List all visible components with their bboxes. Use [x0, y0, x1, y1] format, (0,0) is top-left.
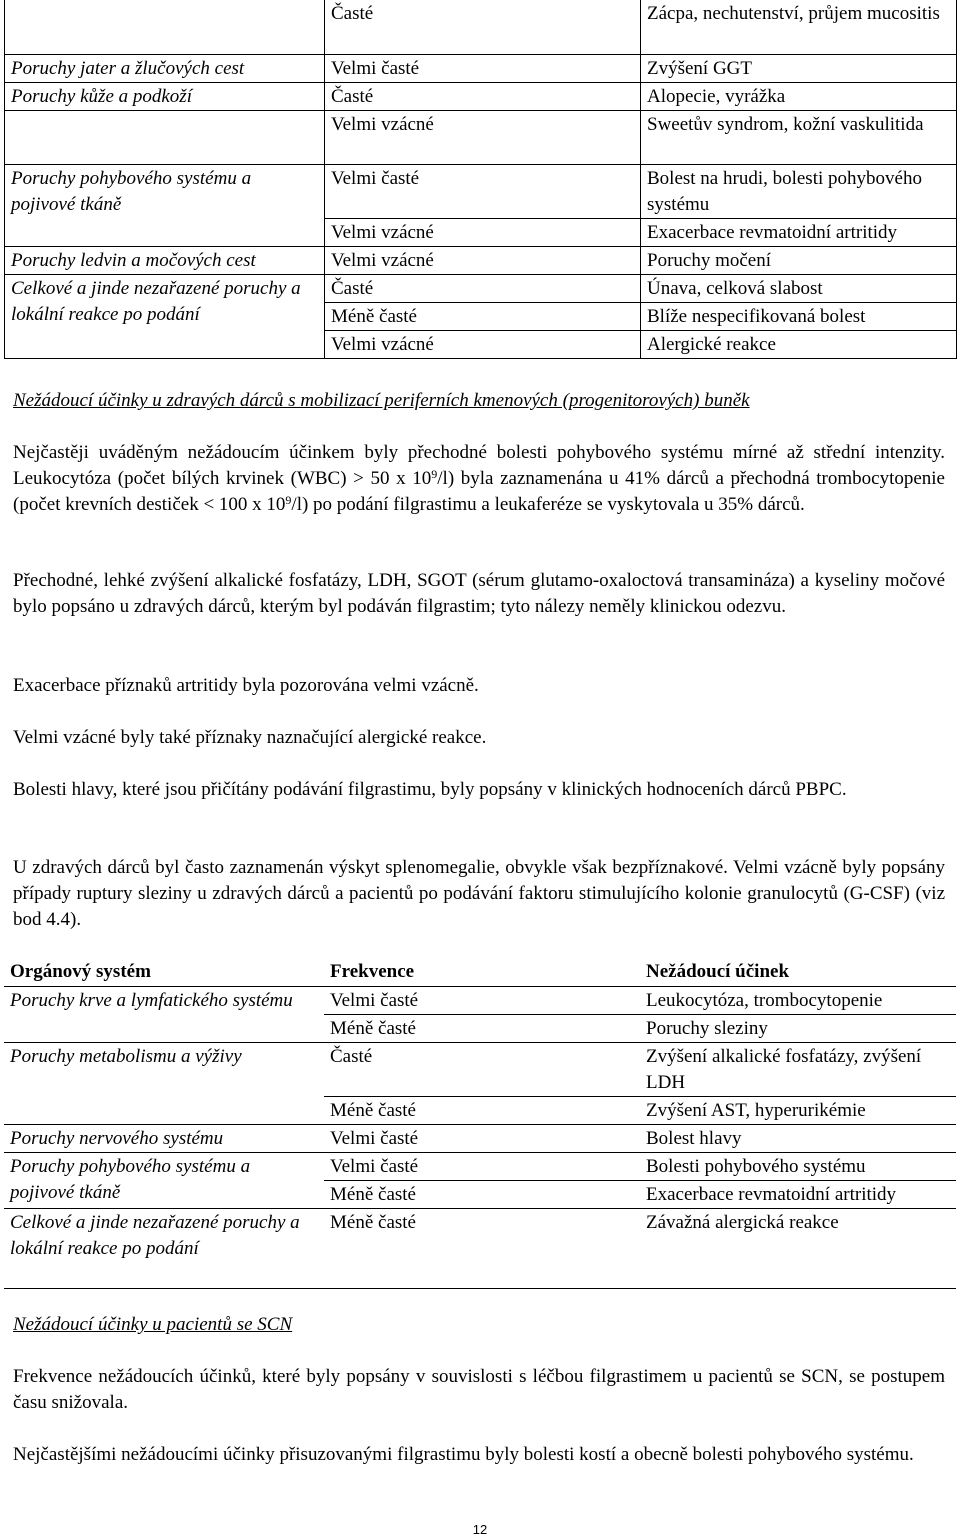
organ-system-cell: Poruchy krve a lymfatického systému — [4, 986, 324, 1042]
frequency-cell: Časté — [325, 82, 641, 110]
frequency-cell: Méně časté — [324, 1014, 640, 1042]
effect-cell: Leukocytóza, trombocytopenie — [640, 986, 956, 1014]
paragraph: Přechodné, lehké zvýšení alkalické fosfatázy, LDH, SGOT (sérum glutamo-oxaloctová transamináza) a kyseliny močové bylo popsáno u zdravých dárců, kterým byl podáván filgrastim; tyto nálezy neměly klinickou odezvu. — [13, 570, 945, 617]
frequency-cell: Velmi vzácné — [325, 330, 641, 358]
organ-system-cell — [5, 110, 325, 164]
organ-system-cell: Poruchy pohybového systému a pojivové tkáně — [4, 1152, 324, 1208]
table-row — [4, 1042, 956, 1096]
frequency-cell: Méně časté — [325, 302, 641, 330]
effect-cell: Alopecie, vyrážka — [641, 82, 957, 110]
table-row — [5, 274, 957, 302]
column-header: Orgánový systém — [4, 958, 324, 986]
paragraph: Frekvence nežádoucích účinků, které byly popsány v souvislosti s léčbou filgrastimem u pacientů se SCN, se postupem času snižovala. — [13, 1366, 945, 1413]
organ-system-cell: Celkové a jinde nezařazené poruchy a lokální reakce po podání — [5, 274, 325, 358]
frequency-cell: Velmi časté — [324, 986, 640, 1014]
frequency-cell: Časté — [325, 274, 641, 302]
organ-system-cell: Poruchy pohybového systému a pojivové tkáně — [5, 164, 325, 218]
table-row — [5, 164, 957, 218]
frequency-cell: Časté — [324, 1042, 640, 1096]
section-heading-healthy-donors: Nežádoucí účinky u zdravých dárců s mobilizací periferních kmenových (progenitorových) buněk — [13, 390, 750, 411]
healthy-donors-adverse-effects-table — [4, 958, 956, 1289]
effect-cell: Únava, celková slabost — [641, 274, 957, 302]
frequency-cell: Velmi vzácné — [325, 246, 641, 274]
column-header: Nežádoucí účinek — [640, 958, 956, 986]
organ-system-cell: Poruchy ledvin a močových cest — [5, 246, 325, 274]
page-number: 12 — [472, 1522, 488, 1537]
column-header: Frekvence — [324, 958, 640, 986]
organ-system-cell — [5, 0, 325, 54]
adverse-effects-table-continued — [4, 0, 957, 359]
organ-system-cell: Poruchy kůže a podkoží — [5, 82, 325, 110]
frequency-cell: Velmi časté — [325, 164, 641, 218]
section-heading-scn-patients: Nežádoucí účinky u pacientů se SCN — [13, 1314, 293, 1335]
effect-cell: Exacerbace revmatoidní artritidy — [640, 1180, 956, 1208]
paragraph: U zdravých dárců byl často zaznamenán výskyt splenomegalie, obvykle však bezpříznakové. Velmi vzácně byly popsány případy ruptury sleziny u zdravých dárců a pacientů po podávání faktoru stimulujícího kolonie granulocytů (G-CSF) (viz bod 4.4). — [13, 857, 945, 930]
frequency-cell: Méně časté — [324, 1208, 640, 1288]
effect-cell: Poruchy sleziny — [640, 1014, 956, 1042]
organ-system-cell: Poruchy metabolismu a výživy — [10, 1045, 242, 1067]
organ-system-cell: Poruchy jater a žlučových cest — [5, 54, 325, 82]
table-row — [4, 1096, 956, 1124]
frequency-cell: Méně časté — [324, 1096, 640, 1124]
organ-system-cell: Celkové a jinde nezařazené poruchy a lokální reakce po podání — [4, 1208, 324, 1288]
organ-system-cell — [4, 1096, 324, 1124]
frequency-cell: Velmi vzácné — [325, 218, 641, 246]
table-row — [4, 1208, 956, 1288]
organ-system-cell — [5, 218, 325, 246]
frequency-cell: Velmi časté — [324, 1124, 640, 1152]
effect-cell: Zvýšení GGT — [641, 54, 957, 82]
table-row — [4, 1152, 956, 1180]
effect-cell: Zvýšení alkalické fosfatázy, zvýšení LDH — [640, 1042, 956, 1096]
frequency-cell: Velmi časté — [324, 1152, 640, 1180]
table-row — [5, 82, 957, 110]
effect-cell: Zvýšení AST, hyperurikémie — [640, 1096, 956, 1124]
paragraph: Velmi vzácné byly také příznaky naznačující alergické reakce. — [13, 727, 487, 748]
table-row — [5, 54, 957, 82]
effect-cell: Exacerbace revmatoidní artritidy — [641, 218, 957, 246]
frequency-cell: Méně časté — [324, 1180, 640, 1208]
table-header-row — [4, 958, 956, 986]
effect-cell: Bolest na hrudi, bolesti pohybového systému — [641, 164, 957, 218]
effect-cell: Závažná alergická reakce — [640, 1208, 956, 1288]
effect-cell: Poruchy močení — [641, 246, 957, 274]
table-row — [5, 246, 957, 274]
frequency-cell: Velmi časté — [325, 54, 641, 82]
table-row — [4, 1124, 956, 1152]
effect-cell: Bolesti pohybového systému — [640, 1152, 956, 1180]
effect-cell: Zácpa, nechutenství, průjem mucositis — [641, 0, 957, 54]
frequency-cell: Velmi vzácné — [325, 110, 641, 164]
table-row — [4, 986, 956, 1014]
frequency-cell: Časté — [325, 0, 641, 54]
effect-cell: Bolest hlavy — [640, 1124, 956, 1152]
table-row — [5, 110, 957, 164]
organ-system-cell: Poruchy nervového systému — [4, 1124, 324, 1152]
paragraph: Nejčastějšími nežádoucími účinky přisuzovanými filgrastimu byly bolesti kostí a obecně bolesti pohybového systému. — [13, 1444, 914, 1465]
table-row — [5, 218, 957, 246]
effect-cell: Blíže nespecifikovaná bolest — [641, 302, 957, 330]
effect-cell: Sweetův syndrom, kožní vaskulitida — [641, 110, 957, 164]
paragraph: Nejčastěji uváděným nežádoucím účinkem byly přechodné bolesti pohybového systému mírné až střední intenzity. Leukocytóza (počet bílých krvinek (WBC) > 50 x $10^9/l$) byla zaznamenána u 41% dárců a přechodná trombocytopenie (počet krevních destiček < 100 x $10^9/l$) po podání filgrastimu a leukaferéze se vyskytovala u 35% dárců. — [13, 442, 945, 515]
table-row — [5, 0, 957, 54]
effect-cell: Alergické reakce — [641, 330, 957, 358]
paragraph: Bolesti hlavy, které jsou přičítány podávání filgrastimu, byly popsány v klinických hodnoceních dárců PBPC. — [13, 779, 847, 800]
paragraph: Exacerbace příznaků artritidy byla pozorována velmi vzácně. — [13, 675, 479, 696]
